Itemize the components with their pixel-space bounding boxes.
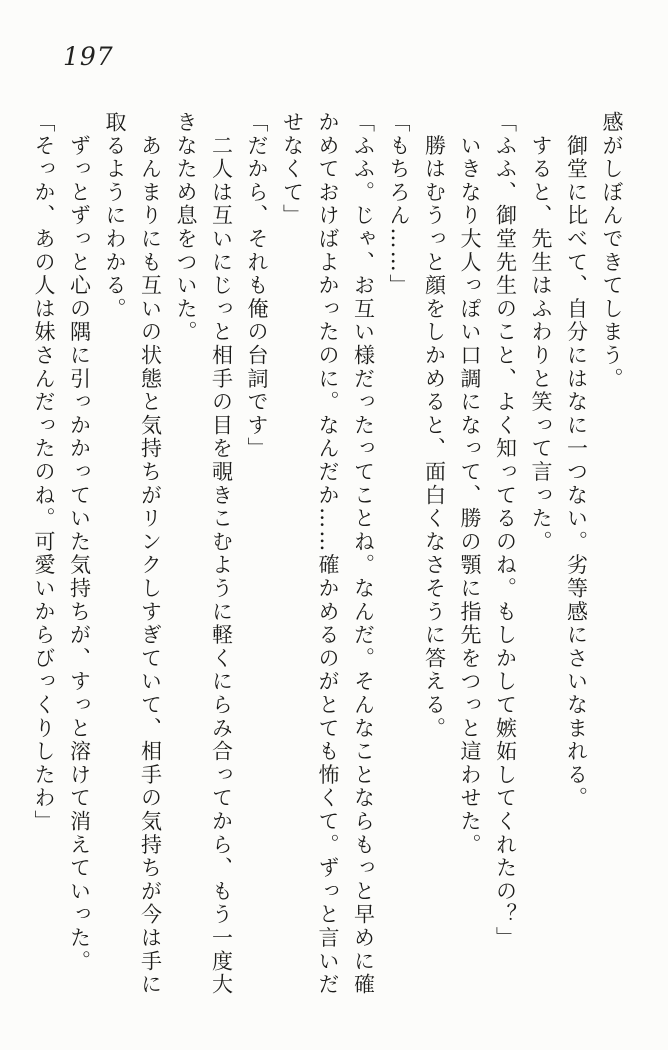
text-line-17: 「そっか、あの人は妹さんだったのね。可愛いからびっくりしたわ」 [32, 111, 56, 834]
text-line-9: かめておけばよかったのに。なんだか……確かめるのがとても怖くて。ずっと言いだ [316, 111, 340, 997]
text-line-13: きなため息をついた。 [174, 111, 198, 344]
text-line-16: ずっとずっと心の隅に引っかかっていた気持ちが、すっと溶けて消えていった。 [67, 111, 92, 974]
text-line-4: 「ふふ、御堂先生のこと、よく知ってるのね。もしかして嫉妬してくれたの？」 [493, 111, 518, 950]
text-line-5: いきなり大人っぽい口調になって、勝の顎に指先をつっと這わせた。 [458, 111, 482, 857]
text-line-2: 御堂に比べて、自分にはなに一つない。劣等感にさいなまれる。 [564, 111, 589, 810]
text-line-7: 「もちろん……」 [387, 111, 411, 298]
text-line-8: 「ふふ。じゃ、お互い様だったってことね。なんだ。そんなことならもっと早めに確 [351, 111, 376, 997]
text-line-12: 二人は互いにじっと相手の目を覗きこむように軽くにらみ合ってから、もう一度大 [209, 111, 234, 997]
text-line-3: すると、先生はふわりと笑って言った。 [529, 111, 553, 554]
text-line-14: あんまりにも互いの状態と気持ちがリンクしすぎていて、相手の気持ちが今は手に [138, 111, 163, 997]
text-line-6: 勝はむうっと顔をしかめると、面白くなさそうに答える。 [422, 111, 447, 741]
text-line-10: せなくて」 [280, 111, 305, 228]
text-line-15: 取るようにわかる。 [103, 111, 127, 321]
text-line-11: 「だから、それも俺の台詞です」 [245, 111, 269, 461]
text-line-1: 感がしぼんできてしまう。 [600, 111, 624, 391]
page-number: 197 [63, 42, 114, 71]
novel-text-block [26, 111, 630, 1003]
